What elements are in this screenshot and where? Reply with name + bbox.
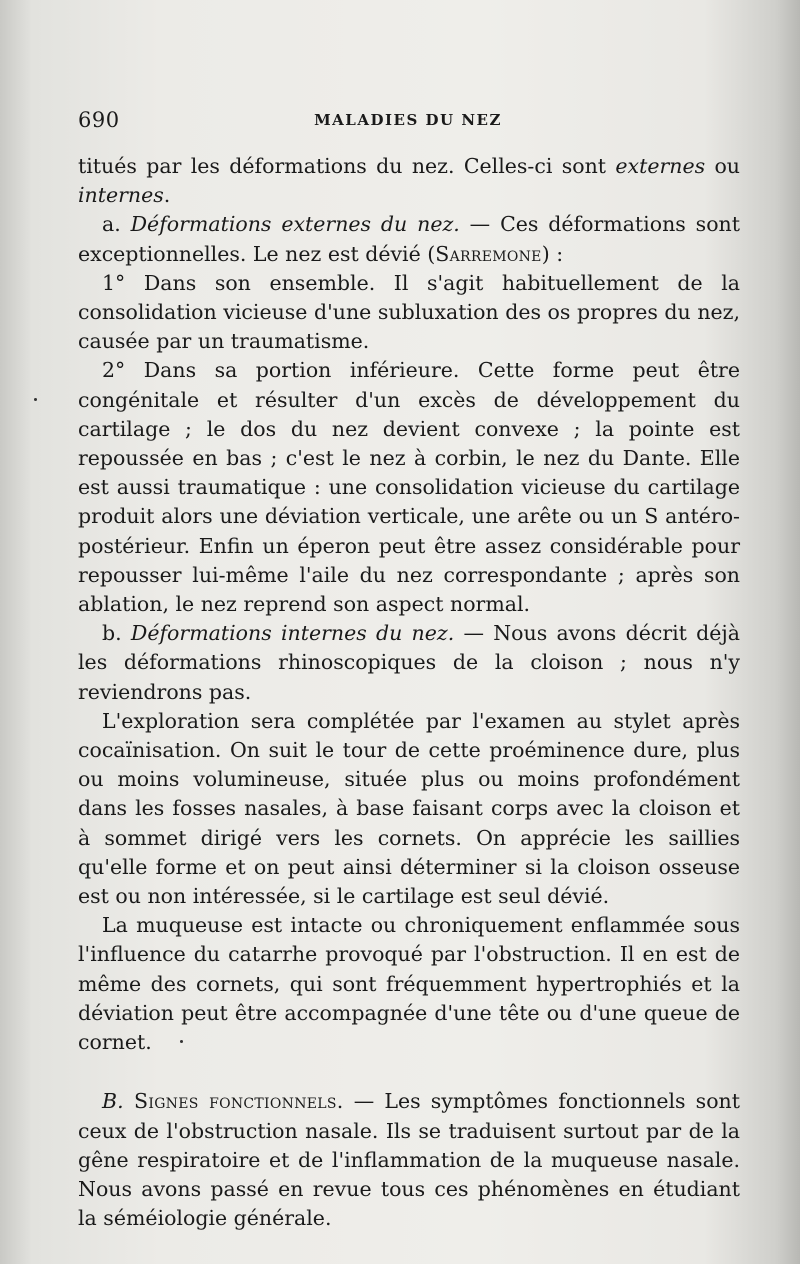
section-heading-italic: Déformations externes du nez. (130, 212, 460, 237)
section-letter: B. (102, 1089, 124, 1114)
text-run: — Les symptômes fonctionnels sont ceux de l'obstruction nasale. Ils se traduisent surtout par de la gêne respiratoire et de l'inflammation de la muqueuse nasale. Nous avons passé en revue tous ces phénomènes en étudiant la séméiologie générale. (78, 1089, 740, 1231)
paragraph-external-deformations (78, 210, 740, 268)
text-run: — Ces déformations sont exceptionnelles. Le nez est dévié ( (78, 212, 740, 266)
paragraph-internal-deformations (78, 619, 740, 707)
paragraph-exploration: L'exploration sera complétée par l'examen au stylet après cocaïnisation. On suit le tour de cette proéminence dure, plus ou moins volumineuse, située plus ou moins profondément dans les fosses nasales, à base faisant corps avec la cloison et à sommet dirigé vers les cornets. On apprécie les saillies qu'elle forme et on peut ainsi déterminer si la cloison osseuse est ou non intéressée, si le cartilage est seul dévié. (78, 708, 740, 909)
italic-term: externes (615, 154, 706, 178)
paragraph-mucosa: La muqueuse est intacte ou chroniquement enflammée sous l'influence du catarrhe provoqué par l'obstruction. Il en est de même des cornets, qui sont fréquemment hypertrophiés et la déviation peut être accompagnée d'une tête ou d'une queue de cornet. (78, 913, 740, 1055)
text-run: ou (705, 154, 741, 178)
section-gap (78, 1057, 740, 1087)
running-head: MALADIES DU NEZ (314, 111, 502, 129)
text-run: a. (102, 212, 131, 237)
section-heading-smallcaps: Signes fonctionnels. (123, 1089, 344, 1114)
author-name: Sarremone (435, 241, 542, 266)
text-run: . (163, 183, 171, 208)
print-speck (180, 1040, 183, 1043)
text-run: — Nous avons décrit déjà les déformations rhinoscopiques de la cloison ; nous n'y reviendrons pas. (78, 621, 740, 704)
paragraph-item-2: 2° Dans sa portion inférieure. Cette forme peut être congénitale et résulter d'un excès de développement du cartilage ; le dos du nez devient convexe ; la pointe est repoussée en bas ; c'est le nez à corbin, le nez du Dante. Elle est aussi traumatique : une consolidation vicieuse du cartilage produit alors une déviation verticale, une arête ou un S antéro-postérieur. Enfin un éperon peut être assez considérable pour repousser lui-même l'aile du nez correspondante ; après son ablation, le nez reprend son aspect normal. (78, 358, 740, 617)
text-run: titués par les déformations du nez. Celles-ci sont (78, 154, 616, 178)
italic-term: internes (78, 183, 164, 208)
section-heading-italic: Déformations internes du nez. (130, 621, 455, 646)
body-text (78, 152, 740, 1233)
page-header (78, 108, 738, 138)
paragraph-item-1: 1° Dans son ensemble. Il s'agit habituellement de la consolidation vicieuse d'une subluxation des os propres du nez, causée par un traumatisme. (78, 270, 740, 354)
paragraph-functional-signs (78, 1087, 740, 1233)
text-run: ) : (541, 241, 564, 266)
text-run: b. (102, 621, 131, 646)
print-speck (34, 398, 37, 401)
paragraph-continuation (78, 152, 740, 210)
page-number: 690 (78, 108, 120, 132)
